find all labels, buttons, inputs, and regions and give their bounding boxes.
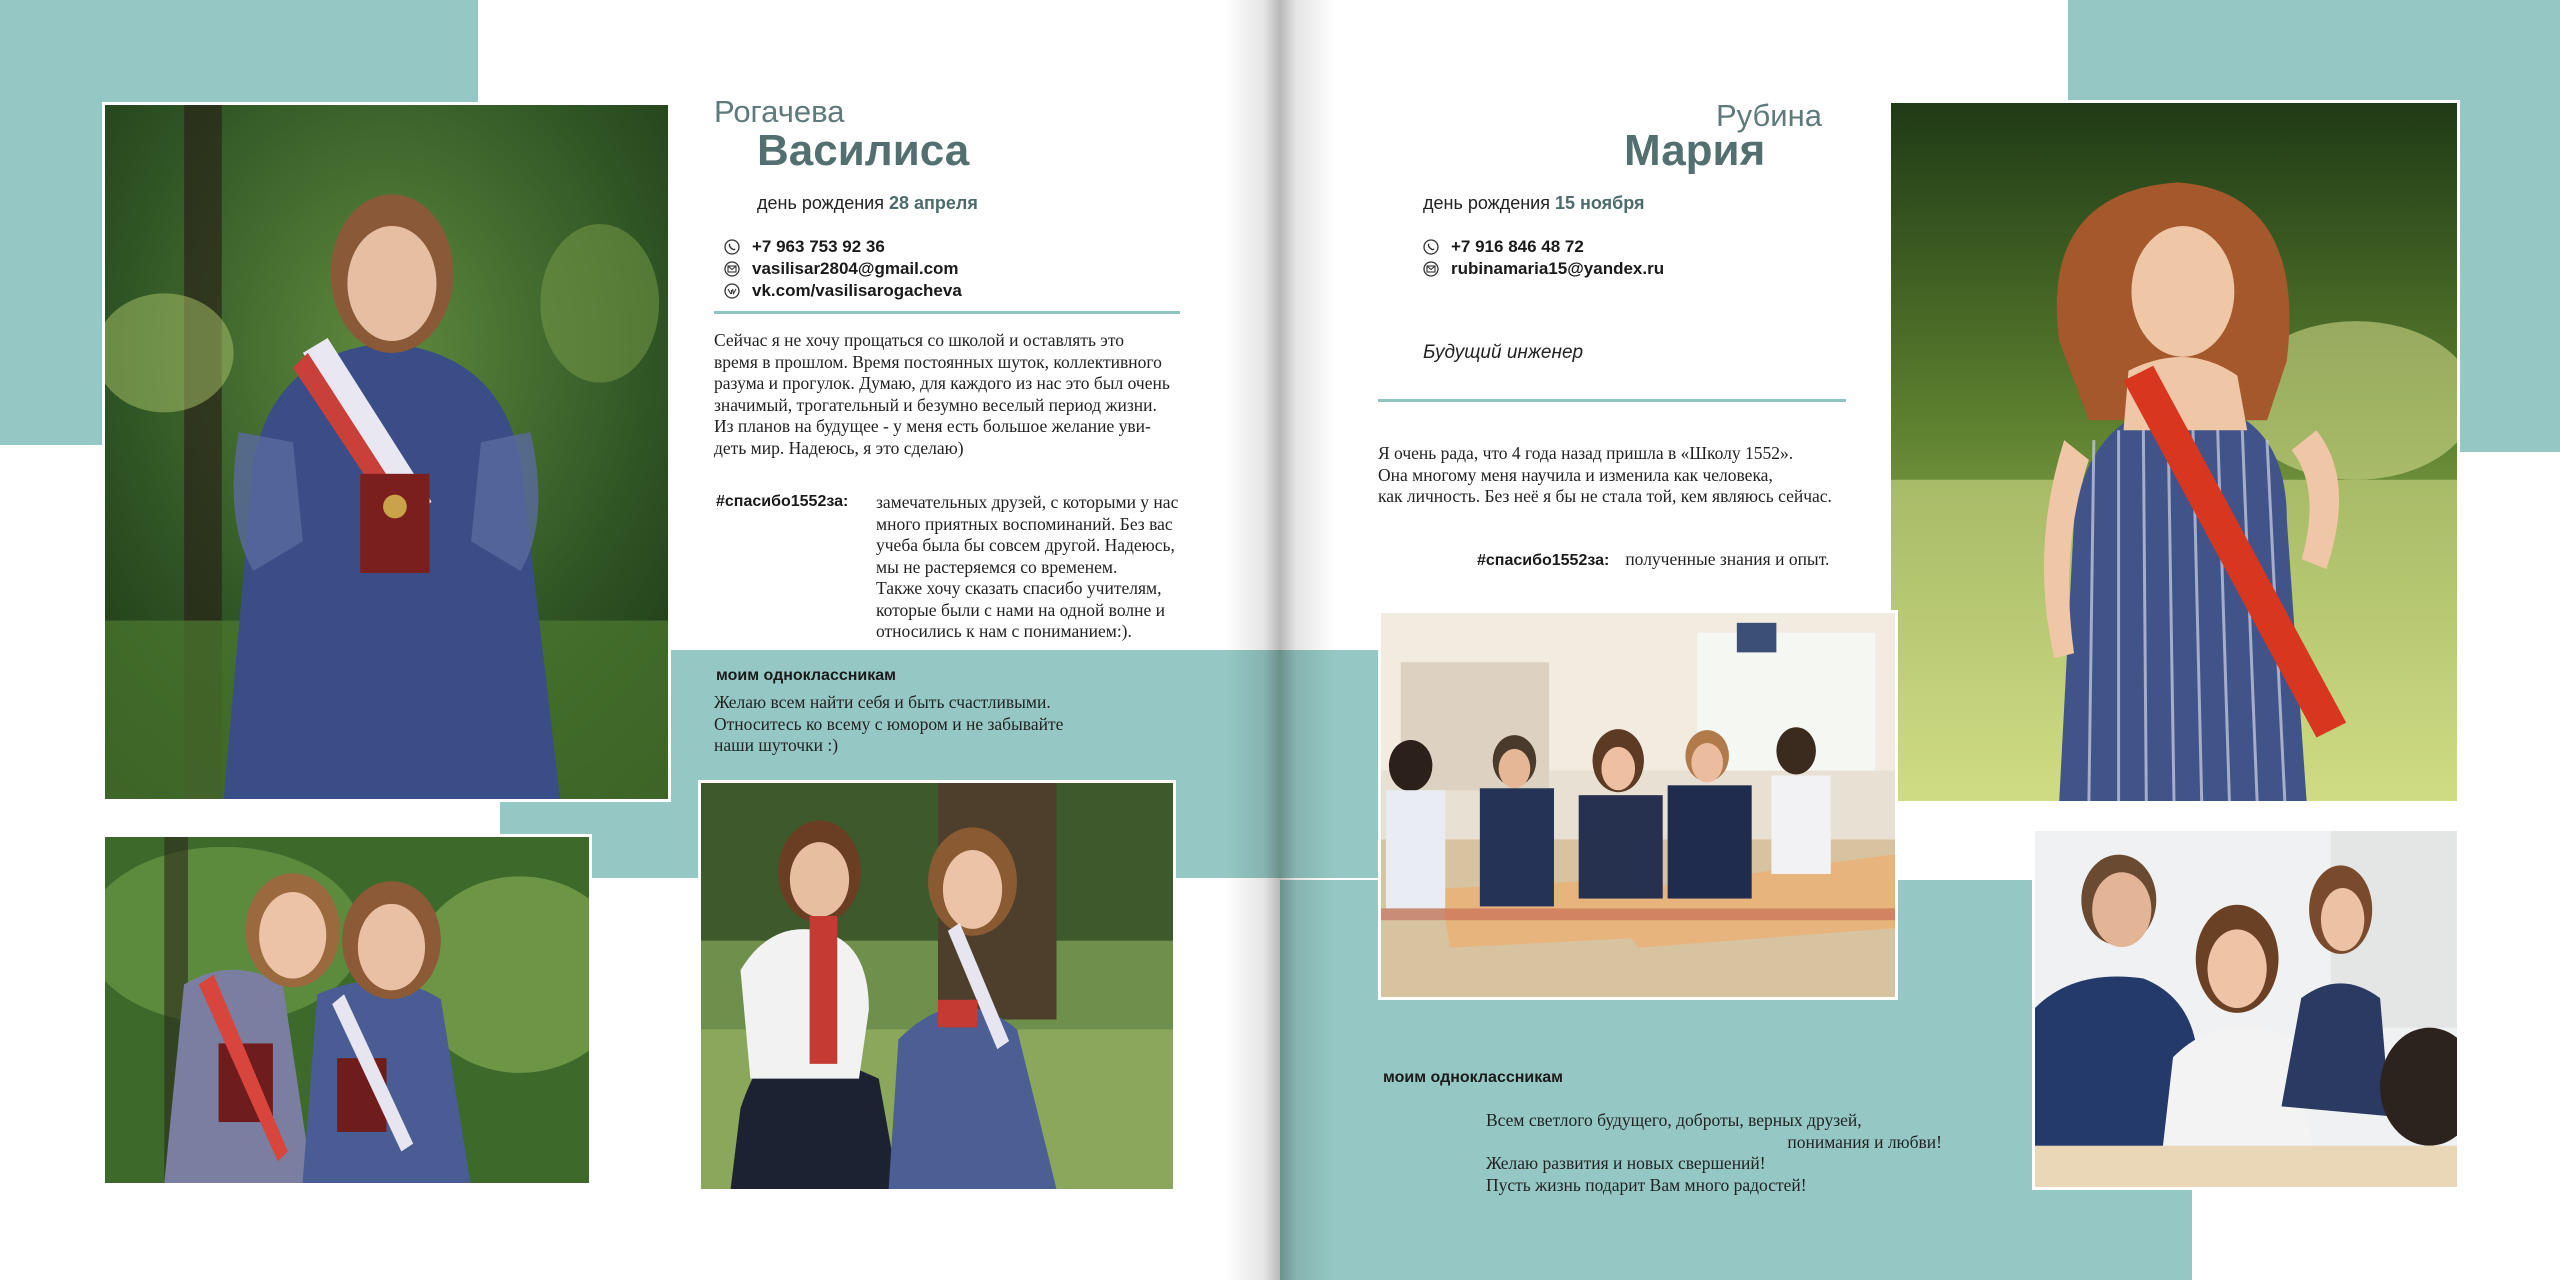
email-icon bbox=[1423, 261, 1439, 277]
email-icon bbox=[724, 261, 740, 277]
right-divider bbox=[1378, 399, 1846, 402]
left-classmates-text bbox=[714, 692, 1174, 757]
classmates-photo bbox=[2032, 828, 2460, 1190]
right-thanks-tag: #спасибо1552за: bbox=[1477, 552, 1610, 569]
left-phone-row bbox=[724, 236, 962, 258]
left-thanks-line: замечательных друзей, с которыми у нас bbox=[876, 492, 1179, 512]
left-divider bbox=[714, 311, 1180, 314]
left-classmates-heading: моим одноклассникам bbox=[716, 667, 896, 684]
photo-sitting-friends bbox=[698, 780, 1176, 1192]
left-about-line: Сейчас я не хочу прощаться со школой и оставлять это bbox=[714, 330, 1124, 350]
right-surname: Рубина bbox=[1716, 98, 1822, 133]
left-contacts bbox=[724, 236, 962, 302]
right-birthday bbox=[1423, 193, 1645, 214]
left-vk-row bbox=[724, 280, 962, 302]
right-classmates-line: Всем светлого будущего, доброты, верных друзей, bbox=[1486, 1110, 1862, 1130]
left-birthday bbox=[757, 193, 978, 214]
left-thanks-line: учеба была бы совсем другой. Надеюсь, bbox=[876, 535, 1175, 555]
portrait-photo-left bbox=[102, 102, 671, 802]
left-about-line: деть мир. Надеюсь, я это сделаю) bbox=[714, 437, 964, 458]
photo-with-classmate bbox=[102, 834, 592, 1186]
left-thanks-tag: #спасибо1552за: bbox=[716, 493, 849, 510]
left-thanks-line: Также хочу сказать спасибо учителям, bbox=[876, 578, 1162, 598]
right-firstname: Мария bbox=[1624, 126, 1766, 175]
left-birthday-label: день рождения bbox=[757, 193, 884, 213]
left-about-line: Из планов на будущее - у меня есть большое желание уви- bbox=[714, 416, 1151, 436]
classroom-photo bbox=[1378, 610, 1898, 1000]
vk-icon bbox=[724, 283, 740, 299]
left-classmates-line: наши шуточки :) bbox=[714, 735, 839, 755]
left-firstname: Василиса bbox=[757, 126, 970, 175]
left-thanks-line: относились к нам с пониманием:). bbox=[876, 621, 1132, 641]
right-about bbox=[1378, 443, 1878, 508]
right-phone[interactable]: +7 916 846 48 72 bbox=[1451, 237, 1584, 256]
phone-icon bbox=[1423, 239, 1439, 255]
right-classmates-line: Желаю развития и новых свершений! bbox=[1486, 1153, 1766, 1173]
left-classmates-line: Желаю всем найти себя и быть счастливыми. bbox=[714, 692, 1051, 712]
portrait-photo-right bbox=[1888, 100, 2460, 804]
left-classmates-line: Относитесь ко всему с юмором и не забывайте bbox=[714, 713, 1064, 734]
left-birthday-value: 28 апреля bbox=[888, 193, 978, 213]
right-classmates-line: Пусть жизнь подарит Вам много радостей! bbox=[1486, 1174, 1807, 1195]
left-email[interactable]: vasilisar2804@gmail.com bbox=[752, 259, 959, 278]
right-future: Будущий инженер bbox=[1423, 342, 1584, 363]
left-thanks-line: много приятных воспоминаний. Без вас bbox=[876, 513, 1173, 534]
phone-icon bbox=[724, 239, 740, 255]
right-classmates-line: понимания и любви! bbox=[1787, 1131, 1942, 1152]
right-contacts bbox=[1423, 236, 1664, 280]
right-thanks bbox=[1477, 549, 1829, 571]
left-thanks-text bbox=[876, 492, 1196, 643]
left-phone[interactable]: +7 963 753 92 36 bbox=[752, 237, 885, 256]
right-email-row bbox=[1423, 258, 1664, 280]
left-thanks-line: мы не растеряемся со временем. bbox=[876, 556, 1118, 577]
right-about-line: Я очень рада, что 4 года назад пришла в «Школу 1552». bbox=[1378, 443, 1794, 463]
left-vk[interactable]: vk.com/vasilisarogacheva bbox=[752, 281, 962, 300]
right-classmates-text bbox=[1486, 1110, 1942, 1196]
left-about bbox=[714, 330, 1184, 459]
right-about-line: Она многому меня научила и изменила как человека, bbox=[1378, 464, 1773, 485]
right-about-line: как личность. Без неё я бы не стала той, кем являюсь сейчас. bbox=[1378, 486, 1832, 506]
right-birthday-value: 15 ноября bbox=[1554, 193, 1645, 213]
right-phone-row bbox=[1423, 236, 1664, 258]
left-email-row bbox=[724, 258, 962, 280]
right-classmates-heading: моим одноклассникам bbox=[1383, 1069, 1563, 1086]
left-surname: Рогачева bbox=[714, 94, 845, 129]
left-about-line: разума и прогулок. Думаю, для каждого из нас это был очень bbox=[714, 373, 1170, 393]
left-about-line: время в прошлом. Время постоянных шуток, коллективного bbox=[714, 351, 1162, 372]
right-thanks-text: полученные знания и опыт. bbox=[1625, 549, 1830, 569]
left-about-line: значимый, трогательный и безумно веселый период жизни. bbox=[714, 394, 1157, 415]
right-birthday-label: день рождения bbox=[1423, 193, 1550, 213]
right-email[interactable]: rubinamaria15@yandex.ru bbox=[1451, 259, 1665, 278]
left-thanks-line: которые были с нами на одной волне и bbox=[876, 599, 1165, 620]
